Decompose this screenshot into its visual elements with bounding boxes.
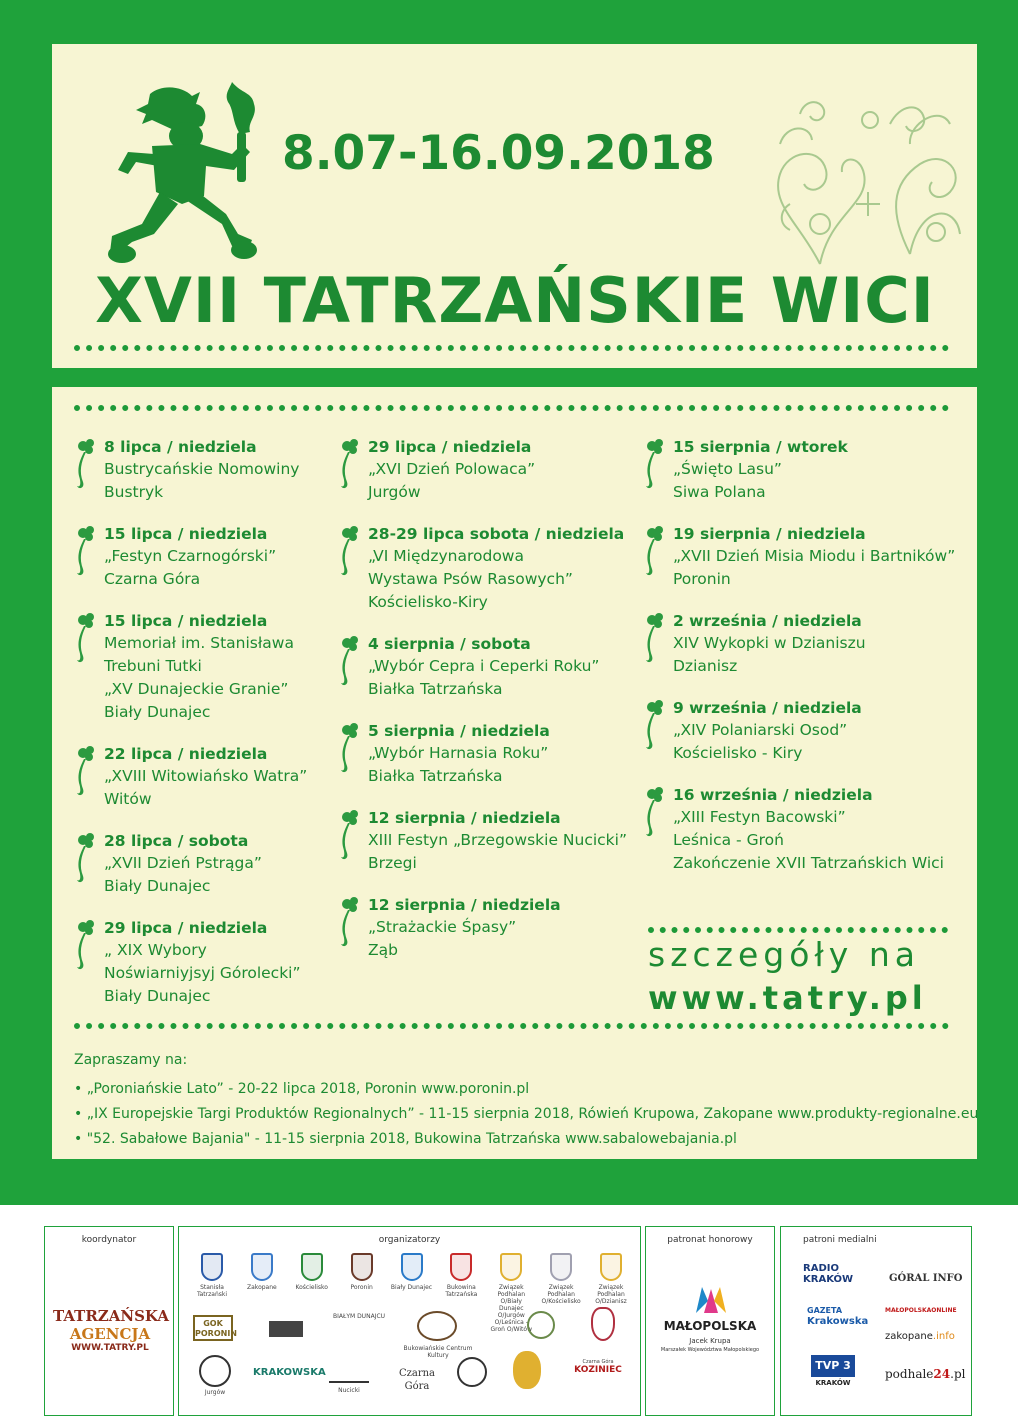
patron-person: Jacek Krupa [689,1337,731,1345]
event-date: 15 lipca / niedziela [104,525,268,543]
event-detail: Leśnica - Groń [673,831,784,849]
event-date: 12 sierpnia / niedziela [368,896,561,914]
event-detail: „Strażackie Śpasy” [368,918,517,936]
media-patrons-box [780,1226,972,1416]
podhale-tld: .pl [950,1367,966,1381]
crest-caption: Kościelisko [295,1284,328,1291]
event-detail: Bustryk [104,483,164,501]
event-detail: XIV Wykopki w Dzianiszu [673,634,866,652]
event-item [337,807,627,875]
event-date: 15 lipca / niedziela [104,612,268,630]
event-detail: „XV Dunajeckie Granie” [104,680,289,698]
logo-line-2: AGENCJA [69,1325,151,1343]
czarna-word: Czarna [398,1368,436,1379]
clover-leaf-icon [644,786,666,840]
event-detail: Biały Dunajec [104,877,211,895]
clover-leaf-icon [75,612,97,666]
event-item [73,610,307,724]
event-item [73,830,307,898]
clover-leaf-icon [339,525,361,579]
event-detail: Białka Tatrzańska [368,767,503,785]
event-item [642,436,955,504]
gok-poronin-logo: GOK PORONIN [193,1315,233,1341]
crest-icon [351,1253,373,1281]
events-column-1 [73,436,307,1027]
invite-item: • "52. Sabałowe Bajania" - 11-15 sierpnia 2018, Bukowina Tatrzańska www.sabalowebajania.pl [74,1131,737,1147]
crest-caption: Biały Dunajec [390,1284,433,1291]
clover-leaf-icon [339,438,361,492]
organizer-crest [339,1253,385,1333]
runner-with-torch-icon [82,74,267,284]
malopolska-online-logo: MAŁOPOLSKAONLINE [885,1307,957,1314]
clover-leaf-icon [75,438,97,492]
crest-caption: Związek Podhalan O/Dzianisz [595,1284,627,1305]
clover-leaf-icon [75,745,97,799]
event-date: 16 września / niedziela [673,786,873,804]
event-detail: Witów [104,790,152,808]
nucicki-logo [329,1361,369,1383]
event-date: 8 lipca / niedziela [104,438,257,456]
details-label: szczegóły na [648,935,920,974]
gora-word: Góra [404,1381,430,1392]
dotted-divider [74,405,949,411]
event-detail: Ząb [368,941,398,959]
krakowska-word: Krakowska [807,1316,869,1327]
festival-dates: 8.07-16.09.2018 [282,126,715,181]
event-detail: Memoriał im. Stanisława [104,634,294,652]
crest-caption: Zakopane [247,1284,277,1291]
media-patrons-label: patroni medialni [803,1235,877,1245]
event-date: 9 września / niedziela [673,699,862,717]
clover-leaf-icon [644,525,666,579]
event-detail: Biały Dunajec [104,703,211,721]
header-panel [52,44,977,368]
event-date: 15 sierpnia / wtorek [673,438,848,456]
invite-item: • „IX Europejskie Targi Produktów Regionalnych” - 11-15 sierpnia 2018, Rówień Krupowa, Zakopane www.produkty-regionalne.eu [74,1106,979,1122]
event-detail: Biały Dunajec [104,987,211,1005]
event-detail: Trebuni Tutki [104,657,202,675]
bukowina-center-caption: Bukowiańskie Centrum Kultury [403,1345,473,1359]
tvp3-krakow-caption: KRAKÓW [815,1379,851,1387]
event-detail: Bustrycańskie Nomowiny [104,460,300,478]
invite-section [74,1049,978,1152]
event-detail: „XVII Dzień Misia Miodu i Bartników” [673,547,956,565]
event-detail: „Festyn Czarnogórski” [104,547,277,565]
zakopane-word: zakopane [885,1331,933,1342]
logo-url: WWW.TATRY.PL [71,1343,149,1353]
event-detail: „Święto Lasu” [673,460,782,478]
events-panel [52,387,977,1159]
event-item [337,523,627,614]
event-item [642,610,955,678]
event-item [337,720,627,788]
event-detail: Białka Tatrzańska [368,680,503,698]
organizer-seal-logo [527,1311,555,1339]
bukowina-center-logo [417,1311,457,1341]
koziniec-caption: Czarna Góra [582,1359,614,1365]
malopolska-logo-icon [696,1287,726,1313]
clover-leaf-icon [644,438,666,492]
events-column-2 [337,436,627,981]
event-detail: Brzegi [368,854,417,872]
event-date: 29 lipca / niedziela [368,438,532,456]
koziniec-name: KOZINIEC [574,1365,622,1375]
event-detail: Czarna Góra [104,570,201,588]
jurgow-logo [199,1355,231,1387]
podhale24-logo [885,1367,965,1381]
event-detail: Poronin [673,570,731,588]
jurgow-caption: Jurgów [204,1389,226,1396]
podhale-word: podhale [885,1367,934,1381]
clover-leaf-icon [75,832,97,886]
radio-krakow-logo [803,1263,853,1285]
podhale-number: 24 [933,1367,951,1381]
clover-leaf-icon [75,919,97,973]
crest-caption: Bukowina Tatrzańska [445,1284,478,1298]
event-detail: Dzianisz [673,657,738,675]
clover-leaf-icon [75,525,97,579]
event-item [73,436,307,504]
clover-leaf-icon [339,809,361,863]
event-item [642,523,955,591]
clover-leaf-icon [339,722,361,776]
event-detail: Jurgów [368,483,421,501]
clover-leaf-icon [644,612,666,666]
event-detail: „Wybór Harnasia Roku” [368,744,549,762]
malopolska-name: MAŁOPOLSKA [663,1319,757,1333]
organizer-seal-logo [457,1357,487,1387]
event-detail: „XIII Festyn Bacowski” [673,808,846,826]
event-item [73,917,307,1008]
honorary-patron-box [645,1226,775,1416]
crest-icon [301,1253,323,1281]
dotted-divider [74,345,949,351]
coordinator-label: koordynator [81,1235,137,1245]
crest-caption: Stanisła Tatrzański [196,1284,228,1298]
crest-row [189,1253,634,1333]
event-item [642,697,955,765]
coordinator-box [44,1226,174,1416]
event-detail: „XVIII Witowiańsko Watra” [104,767,308,785]
event-date: 28-29 lipca sobota / niedziela [368,525,625,543]
event-item [642,784,955,875]
invite-item: • „Poroniańskie Lato” - 20-22 lipca 2018, Poronin www.poronin.pl [74,1081,530,1097]
events-column-3 [642,436,955,894]
radio-word: RADIO [803,1263,839,1274]
organizer-crest-logo [591,1307,615,1341]
krakowska-logo: KRAKOWSKA [253,1367,326,1378]
event-detail: „VI Międzynarodowa [368,547,524,565]
event-detail: Kościelisko-Kiry [368,593,488,611]
event-date: 19 sierpnia / niedziela [673,525,866,543]
czarna-gora-text-logo [397,1367,437,1393]
gazeta-krakowska-logo [807,1305,868,1327]
bialy-dunajec-logo-caption: BIAŁYM DUNAJCU [332,1313,386,1320]
event-item [73,743,307,811]
dotted-divider [648,927,948,933]
event-item [337,436,627,504]
event-detail: Noświarniyjsyj Górolecki” [104,964,301,982]
event-date: 5 sierpnia / niedziela [368,722,550,740]
event-detail: Kościelisko - Kiry [673,744,803,762]
crest-icon [500,1253,522,1281]
crest-icon [600,1253,622,1281]
event-date: 22 lipca / niedziela [104,745,268,763]
event-date: 2 września / niedziela [673,612,862,630]
clover-leaf-icon [339,896,361,950]
crest-icon [201,1253,223,1281]
info-word: .info [932,1331,955,1342]
event-detail: XIII Festyn „Brzegowskie Nucicki” [368,831,627,849]
dotted-divider [74,1023,949,1029]
krakow-word: KRAKÓW [803,1274,854,1285]
floral-ornament-icon [760,84,970,269]
crest-icon [450,1253,472,1281]
website-link[interactable]: www.tatry.pl [648,979,927,1017]
event-detail: Zakończenie XVII Tatrzańskich Wici [673,854,944,872]
event-item [337,633,627,701]
organizer-badge-logo [513,1351,541,1389]
goral-info-logo: GÓRAL INFO [889,1273,963,1284]
organizers-box [178,1226,641,1416]
event-detail: Siwa Polana [673,483,766,501]
patron-role: Marszałek Województwa Małopolskiego [660,1347,760,1353]
nucicki-caption: Nucicki [338,1387,360,1394]
event-date: 28 lipca / sobota [104,832,249,850]
clover-leaf-icon [339,635,361,689]
crest-icon [251,1253,273,1281]
tatrzanska-agencja-logo [53,1307,167,1353]
festival-title: XVII TATRZAŃSKIE WICI [95,264,935,337]
event-item [337,894,627,962]
honorary-patron-label: patronat honorowy [667,1235,753,1245]
invite-heading: Zapraszamy na: [74,1052,188,1068]
logo-line-1: TATRZAŃSKA [53,1307,169,1325]
zakopane-info-logo [885,1331,955,1342]
gazeta-word: GAZETA [807,1306,843,1315]
event-item [73,523,307,591]
clover-leaf-icon [644,699,666,753]
tvp3-logo: TVP 3 [811,1355,855,1377]
organizer-logo [269,1321,303,1337]
crest-icon [550,1253,572,1281]
event-date: 29 lipca / niedziela [104,919,268,937]
crest-caption: Związek Podhalan O/Kościelisko [541,1284,581,1305]
crest-caption: Związek Podhalan O/Biały Dunajec O/Jurgów O/Leśnica - Groń O/Witów [490,1284,532,1333]
crest-caption: Poronin [350,1284,373,1291]
organizers-label: organizatorzy [378,1235,441,1245]
event-date: 12 sierpnia / niedziela [368,809,561,827]
event-date: 4 sierpnia / sobota [368,635,531,653]
event-detail: „Wybór Cepra i Ceperki Roku” [368,657,600,675]
event-detail: Wystawa Psów Rasowych” [368,570,573,588]
event-detail: „XVII Dzień Pstrąga” [104,854,262,872]
koziniec-logo [563,1359,633,1375]
event-detail: „ XIX Wybory [104,941,207,959]
crest-icon [401,1253,423,1281]
event-detail: „XVI Dzień Polowaca” [368,460,536,478]
event-detail: „XIV Polaniarski Osod” [673,721,848,739]
